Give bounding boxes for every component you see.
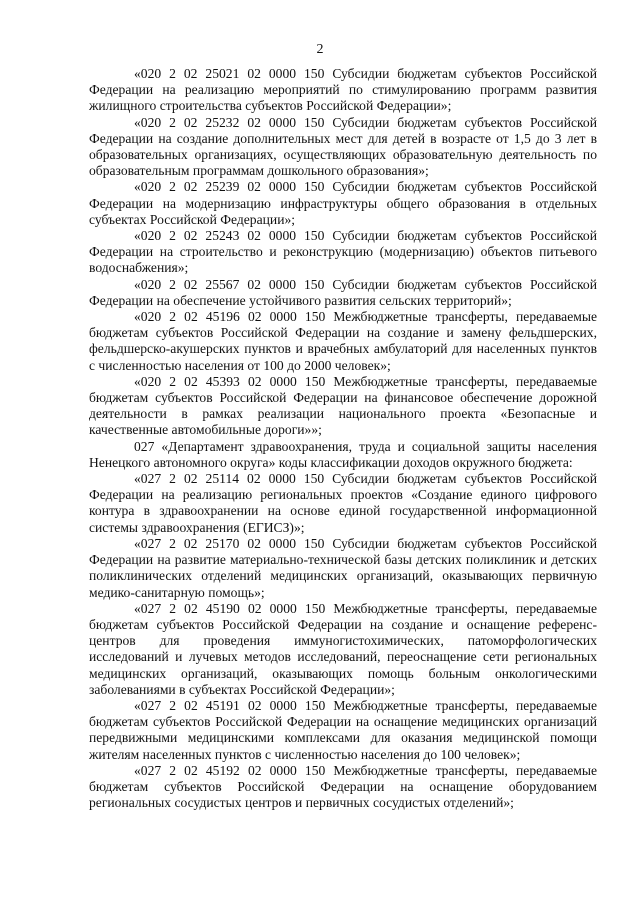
paragraph-code-25232: «020 2 02 25232 02 0000 150 Субсидии бюджетам субъектов Российской Федерации на создание дополнительных мест для детей в возрасте от 1,5 до 3 лет в образовательных организациях, осуществляющих образовательную деятельность по образовательным программам дошкольного образования»;	[89, 114, 597, 179]
paragraph-code-45192: «027 2 02 45192 02 0000 150 Межбюджетные трансферты, передаваемые бюджетам субъектов Российской Федерации на оснащение оборудованием региональных сосудистых центров и первичных сосудистых отделений»;	[89, 762, 597, 811]
paragraph-code-25567: «020 2 02 25567 02 0000 150 Субсидии бюджетам субъектов Российской Федерации на обеспечение устойчивого развития сельских территорий»;	[89, 276, 597, 308]
page-number: 2	[316, 42, 324, 57]
paragraph-code-45196: «020 2 02 45196 02 0000 150 Межбюджетные трансферты, передаваемые бюджетам субъектов Российской Федерации на создание и замену фельдшерских, фельдшерско-акушерских пунктов и врачебных амбулаторий для населенных пунктов с численностью населения от 100 до 2000 человек»;	[89, 309, 597, 373]
paragraph-code-45190: «027 2 02 45190 02 0000 150 Межбюджетные трансферты, передаваемые бюджетам субъектов Российской Федерации на создание и оснащение референс-центров для проведения иммуногистохимических, патоморфологических исследований и лучевых методов исследований, переоснащение сети региональных медицинских организаций, оказывающих помощь больным онкологическими заболеваниями в субъектах Российской Федерации»;	[89, 600, 597, 697]
paragraph-code-25243: «020 2 02 25243 02 0000 150 Субсидии бюджетам субъектов Российской Федерации на строительство и реконструкцию (модернизацию) объектов питьевого водоснабжения»;	[89, 228, 597, 276]
document-body	[89, 66, 597, 811]
paragraph-code-25021: «020 2 02 25021 02 0000 150 Субсидии бюджетам субъектов Российской Федерации на реализацию мероприятий по стимулированию программ развития жилищного строительства субъектов Российской Федерации»;	[89, 66, 597, 114]
paragraph-code-25239: «020 2 02 25239 02 0000 150 Субсидии бюджетам субъектов Российской Федерации на модернизацию инфраструктуры общего образования в отдельных субъектах Российской Федерации»;	[89, 179, 597, 227]
paragraph-code-45393: «020 2 02 45393 02 0000 150 Межбюджетные трансферты, передаваемые бюджетам субъектов Российской Федерации на финансовое обеспечение дорожной деятельности в рамках реализации национального проекта «Безопасные и качественные автомобильные дороги»»;	[89, 373, 597, 438]
paragraph-department-027: 027 «Департамент здравоохранения, труда и социальной защиты населения Ненецкого автономного округа» коды классификации доходов окружного бюджета:	[89, 438, 597, 470]
paragraph-code-25170: «027 2 02 25170 02 0000 150 Субсидии бюджетам субъектов Российской Федерации на развитие материально-технической базы детских поликлиник и детских поликлинических отделений медицинских организаций, оказывающих первичную медико-санитарную помощь»;	[89, 535, 597, 600]
paragraph-code-25114: «027 2 02 25114 02 0000 150 Субсидии бюджетам субъектов Российской Федерации на реализацию региональных проектов «Создание единого цифрового контура в здравоохранении на основе единой государственной информационной системы здравоохранения (ЕГИСЗ)»;	[89, 471, 597, 535]
paragraph-code-45191: «027 2 02 45191 02 0000 150 Межбюджетные трансферты, передаваемые бюджетам субъектов Российской Федерации на оснащение медицинских организаций передвижными медицинскими комплексами для оказания медицинской помощи жителям населенных пунктов с численностью населения до 100 человек»;	[89, 697, 597, 762]
